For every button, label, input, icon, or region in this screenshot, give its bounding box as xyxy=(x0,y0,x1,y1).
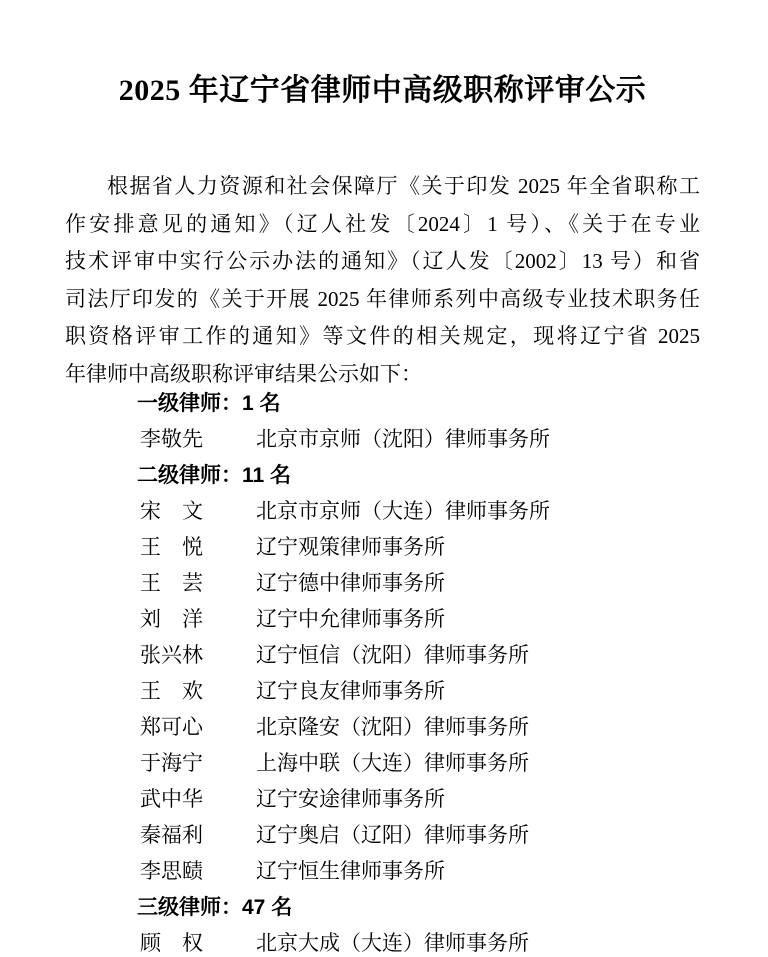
lawyer-name: 武中华 xyxy=(140,787,203,811)
lawyer-firm: 上海中联（大连）律师事务所 xyxy=(256,751,529,775)
lawyer-row xyxy=(65,600,700,636)
paragraph-line: 根据省人力资源和社会保障厅《关于印发 2025 年全省职称工 xyxy=(107,174,700,198)
lawyer-row xyxy=(65,780,700,816)
lawyer-firm: 辽宁奥启（辽阳）律师事务所 xyxy=(256,823,529,847)
lawyer-firm: 辽宁恒信（沈阳）律师事务所 xyxy=(256,643,529,667)
lawyer-firm: 辽宁安途律师事务所 xyxy=(256,787,445,811)
lawyer-name: 秦福利 xyxy=(140,823,203,847)
lawyer-firm: 辽宁恒生律师事务所 xyxy=(256,859,445,883)
lawyer-row xyxy=(65,924,700,957)
lawyer-row xyxy=(65,708,700,744)
lawyer-row xyxy=(65,852,700,888)
lawyer-firm: 辽宁良友律师事务所 xyxy=(256,679,445,703)
lawyer-name: 王 欢 xyxy=(140,679,203,703)
lawyer-name: 宋 文 xyxy=(140,499,203,523)
lawyer-row xyxy=(65,672,700,708)
paragraph-line: 技术评审中实行公示办法的通知》（辽人发〔2002〕13 号）和省 xyxy=(65,249,700,273)
lawyer-row xyxy=(65,492,700,528)
lawyer-sections xyxy=(65,384,700,957)
lawyer-name: 张兴林 xyxy=(140,643,203,667)
section-heading-level-1: 一级律师：1 名 xyxy=(137,392,281,415)
lawyer-firm: 辽宁观策律师事务所 xyxy=(256,535,445,559)
lawyer-name: 顾 权 xyxy=(140,931,203,955)
lawyer-name: 郑可心 xyxy=(140,715,203,739)
page-title: 2025 年辽宁省律师中高级职称评审公示 xyxy=(118,74,647,107)
lawyer-name: 王 悦 xyxy=(140,535,203,559)
paragraph-line: 司法厅印发的《关于开展 2025 年律师系列中高级专业技术职务任 xyxy=(65,286,700,311)
lawyer-firm: 北京市京师（大连）律师事务所 xyxy=(256,499,550,523)
lawyer-name: 李思赜 xyxy=(140,859,203,883)
lawyer-firm: 辽宁德中律师事务所 xyxy=(256,571,445,595)
lawyer-firm: 北京隆安（沈阳）律师事务所 xyxy=(256,715,529,739)
lawyer-row xyxy=(65,564,700,600)
lawyer-firm: 北京大成（大连）律师事务所 xyxy=(256,931,529,955)
lawyer-row xyxy=(65,420,700,456)
lawyer-row xyxy=(65,744,700,780)
lawyer-row xyxy=(65,528,700,564)
paragraph-line: 作安排意见的通知》（辽人社发〔2024〕1 号）、《关于在专业 xyxy=(65,211,700,236)
lawyer-row xyxy=(65,636,700,672)
lawyer-firm: 北京市京师（沈阳）律师事务所 xyxy=(256,427,550,451)
lawyer-name: 于海宁 xyxy=(140,751,203,775)
lawyer-firm: 辽宁中允律师事务所 xyxy=(256,607,445,631)
section-heading-level-3: 三级律师：47 名 xyxy=(137,896,293,919)
lawyer-name: 王 芸 xyxy=(140,571,203,595)
lawyer-name: 刘 洋 xyxy=(140,607,203,631)
paragraph-line: 年律师中高级职称评审结果公示如下： xyxy=(65,361,422,386)
document-content xyxy=(65,0,700,957)
lawyer-name: 李敬先 xyxy=(140,427,203,451)
intro-paragraph xyxy=(65,168,700,393)
lawyer-row xyxy=(65,816,700,852)
paragraph-line: 职资格评审工作的通知》等文件的相关规定，现将辽宁省 2025 xyxy=(65,324,700,348)
section-heading-level-2: 二级律师：11 名 xyxy=(137,464,292,487)
